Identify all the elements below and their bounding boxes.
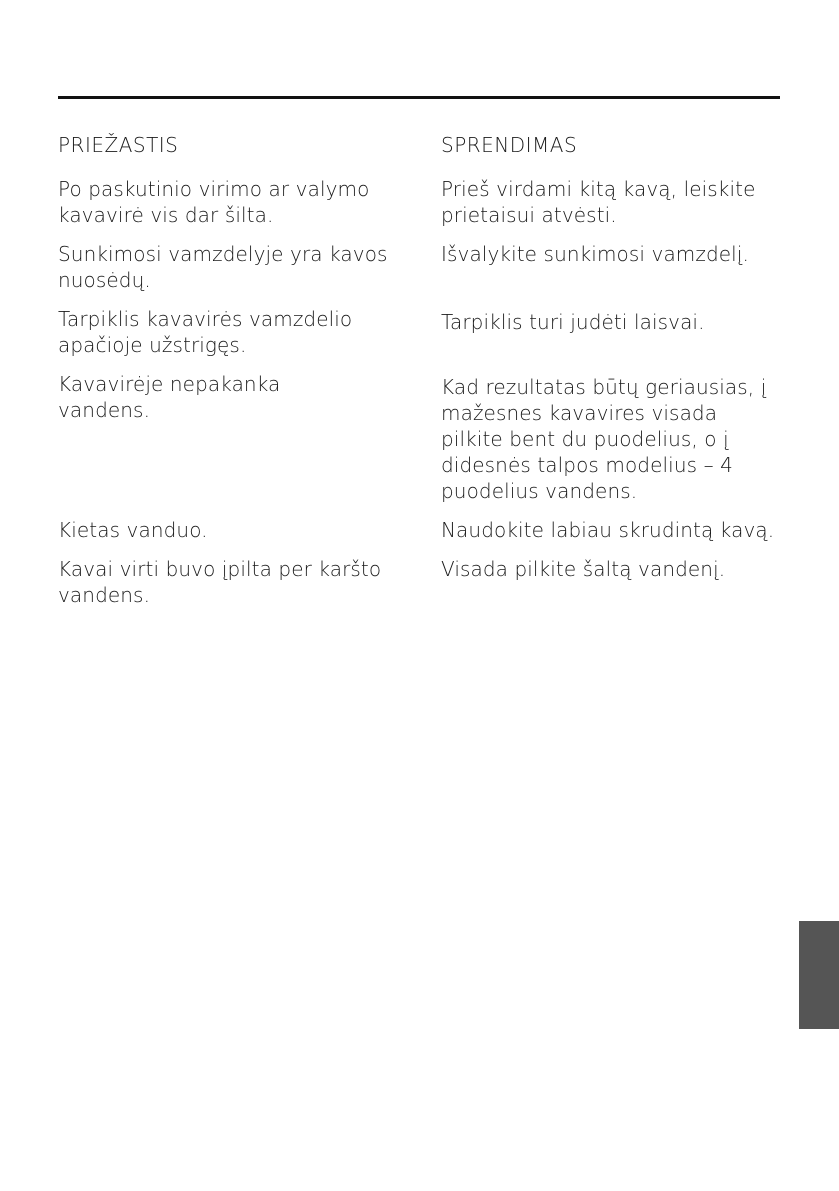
troubleshooting-table bbox=[58, 132, 780, 621]
cause-cell: Kavavirėje nepakanka vandens. bbox=[58, 372, 281, 422]
top-rule bbox=[58, 96, 780, 99]
solution-cell: Tarpiklis turi judėti laisvai. bbox=[441, 310, 705, 334]
solution-cell: Kad rezultatas būtų geriausias, į mažesnes kavavires visada pilkite bent du puodelius, o į didesnės talpos modelius – 4 puodelius vandens. bbox=[441, 375, 767, 503]
solution-cell: Naudokite labiau skrudintą kavą. bbox=[441, 518, 775, 542]
table-row bbox=[58, 371, 780, 504]
solution-cell: Išvalykite sunkimosi vamzdelį. bbox=[441, 242, 749, 266]
table-row bbox=[58, 556, 780, 608]
language-side-tab bbox=[799, 921, 839, 1029]
table-header-row bbox=[58, 132, 780, 158]
table-row bbox=[58, 176, 780, 228]
cause-cell: Kietas vanduo. bbox=[58, 518, 208, 542]
cause-cell: Po paskutinio virimo ar valymo kavavirė vis dar šilta. bbox=[58, 177, 370, 227]
solution-cell: Visada pilkite šaltą vandenį. bbox=[441, 557, 726, 581]
table-row bbox=[58, 306, 780, 358]
table-row bbox=[58, 517, 780, 543]
solution-cell: Prieš virdami kitą kavą, leiskite prietaisui atvėsti. bbox=[441, 177, 756, 227]
cause-cell: Sunkimosi vamzdelyje yra kavos nuosėdų. bbox=[58, 242, 388, 292]
header-cause: PRIEŽASTIS bbox=[58, 133, 179, 157]
cause-cell: Tarpiklis kavavirės vamzdelio apačioje užstrigęs. bbox=[58, 307, 353, 357]
header-solution: SPRENDIMAS bbox=[441, 133, 578, 157]
table-row bbox=[58, 241, 780, 293]
cause-cell: Kavai virti buvo įpilta per karšto vandens. bbox=[58, 557, 382, 607]
